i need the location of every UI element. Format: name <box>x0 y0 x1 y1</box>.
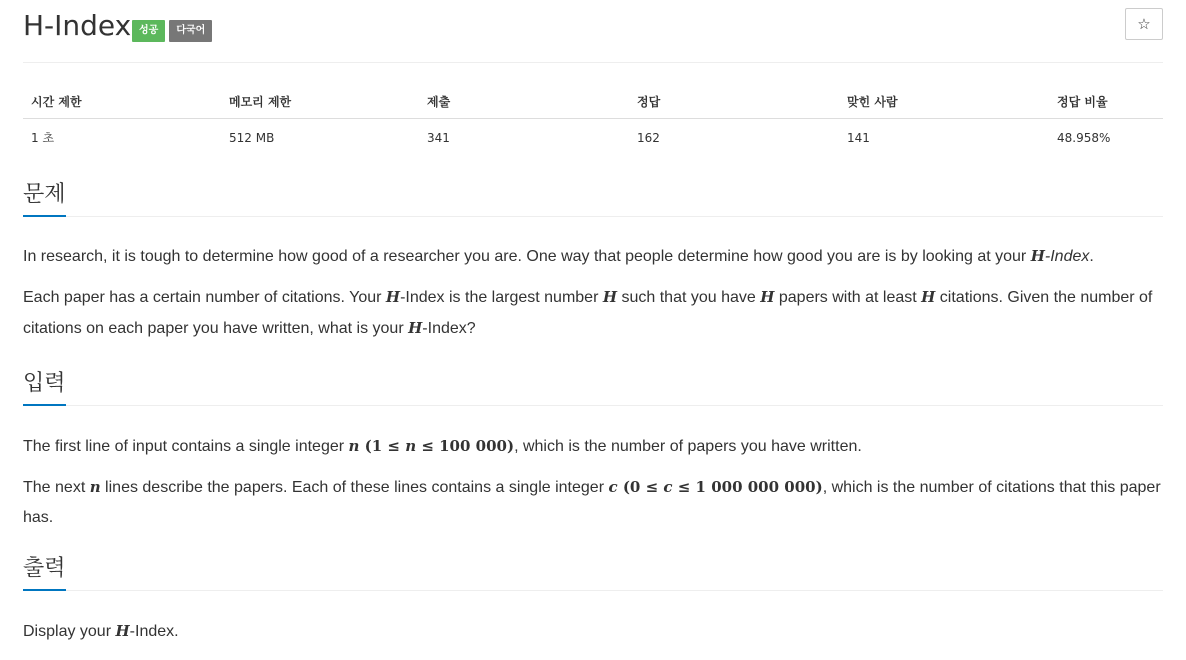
language-badge: 다국어 <box>169 20 212 42</box>
input-heading: 입력 <box>23 370 66 406</box>
problem-page <box>23 0 1163 647</box>
stats-header-solvers: 맞힌 사람 <box>839 85 1049 119</box>
input-paragraph: The first line of input contains a single integer n (1 ≤ n ≤ 100 000), which is the number of papers you have written. <box>23 437 862 455</box>
problem-stats-table <box>23 85 1163 154</box>
stats-submissions: 341 <box>427 130 450 145</box>
input-paragraph: The next n lines describe the papers. Each of these lines contains a single integer c (0 ≤ c ≤ 1 000 000 000), which is the number of citations that this paper has. <box>23 478 1161 526</box>
output-paragraph: Display your H-Index. <box>23 622 179 640</box>
favorite-button[interactable] <box>1125 8 1163 40</box>
stats-header-memory-limit: 메모리 제한 <box>221 85 419 119</box>
stats-value-row <box>23 119 1163 155</box>
output-body <box>23 616 1163 647</box>
problem-header <box>23 0 1163 63</box>
problem-description-section <box>23 181 1163 344</box>
stats-accept-ratio: 48.958% <box>1057 130 1111 145</box>
input-section <box>23 370 1163 533</box>
problem-title: H-Index <box>23 9 132 42</box>
star-icon: ☆ <box>1137 15 1151 33</box>
description-paragraph: Each paper has a certain number of citations. Your H-Index is the largest number H such that you have H papers with at least H citations. Given the number of citations on each paper you have written, what is your H-Index? <box>23 288 1153 337</box>
stats-header-accepted: 정답 <box>629 85 839 119</box>
output-heading: 출력 <box>23 555 66 591</box>
badge-group <box>132 20 212 42</box>
stats-accepted: 162 <box>637 130 660 145</box>
section-divider <box>23 405 1163 406</box>
section-divider <box>23 590 1163 591</box>
stats-header-accept-ratio: 정답 비율 <box>1049 85 1163 119</box>
problem-description-body <box>23 241 1163 344</box>
stats-solvers: 141 <box>847 130 870 145</box>
stats-memory-limit: 512 MB <box>229 130 275 145</box>
input-body <box>23 431 1163 533</box>
description-paragraph: In research, it is tough to determine how good of a researcher you are. One way that people determine how good you are is by looking at your H-Index. <box>23 247 1094 265</box>
output-section <box>23 555 1163 647</box>
status-badge: 성공 <box>132 20 165 42</box>
stats-header-submissions: 제출 <box>419 85 629 119</box>
section-divider <box>23 216 1163 217</box>
stats-header-row <box>23 85 1163 119</box>
problem-description-heading: 문제 <box>23 181 66 217</box>
stats-header-time-limit: 시간 제한 <box>23 85 221 119</box>
stats-time-limit: 1 초 <box>31 131 55 145</box>
